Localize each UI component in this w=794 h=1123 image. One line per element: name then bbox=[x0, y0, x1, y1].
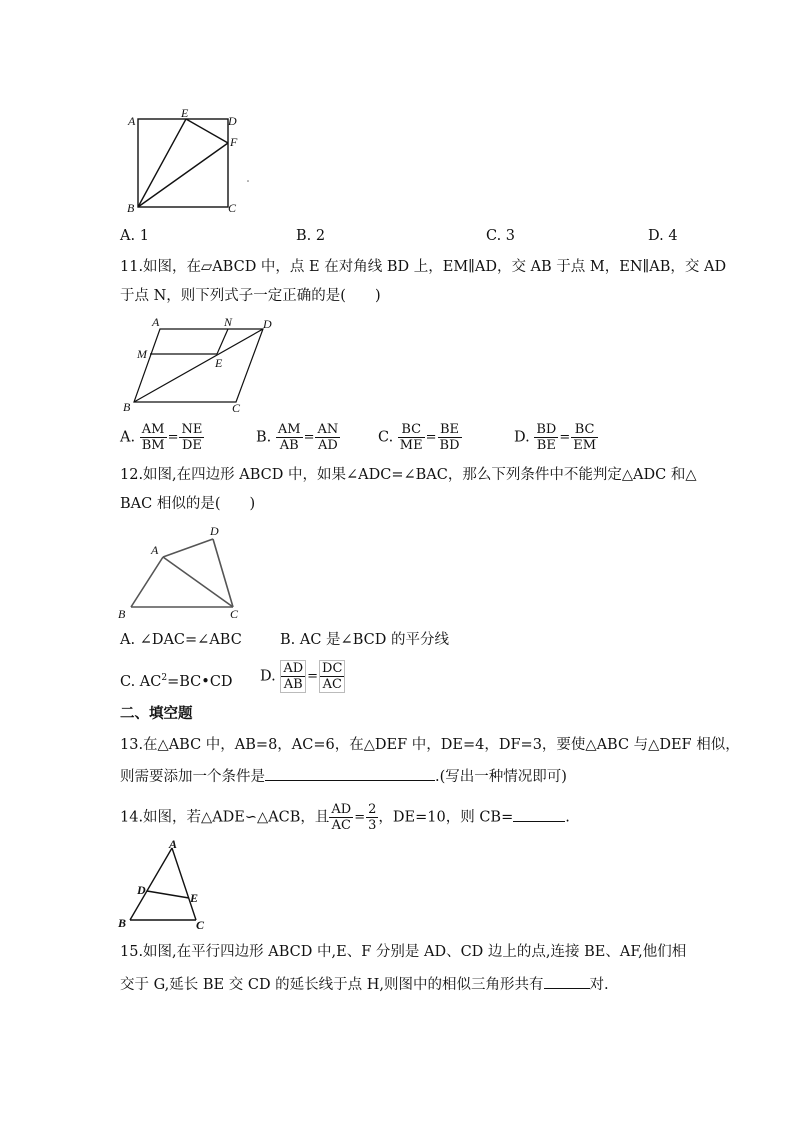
label-D: D bbox=[210, 524, 219, 538]
figure-parallelogram-abcd bbox=[118, 312, 283, 414]
fraction: $\frac{BC}{ME}$ bbox=[399, 422, 423, 453]
q11-option-d: D. $\frac{BD}{BE}$ = $\frac{BC}{EM}$ bbox=[514, 422, 597, 453]
answer-blank[interactable] bbox=[544, 973, 590, 989]
fraction: $\frac{AD}{AB}$ bbox=[280, 660, 306, 693]
label-N: N bbox=[224, 315, 233, 329]
figure-triangle-abc bbox=[112, 838, 212, 932]
q11-option-a: A. $\frac{AM}{BM}$ = $\frac{NE}{DE}$ bbox=[120, 422, 203, 453]
label-A: A bbox=[151, 543, 159, 557]
fraction: $\frac{2}{3}$ bbox=[368, 802, 377, 833]
fraction: $\frac{NE}{DE}$ bbox=[181, 422, 203, 453]
option-d: D. 4 bbox=[648, 228, 678, 244]
label-M: M bbox=[137, 347, 147, 361]
q12-option-a: A. ∠DAC=∠ABC bbox=[120, 632, 242, 648]
section-heading: 二、填空题 bbox=[120, 706, 193, 722]
question-13-line-1: 13.在△ABC 中，AB=8，AC=6，在△DEF 中，DE=4，DF=3，要使△ABC 与△DEF 相似， bbox=[120, 737, 740, 753]
label-A: A bbox=[128, 114, 136, 128]
figure-square-abcd bbox=[120, 105, 260, 217]
fraction: $\frac{AM}{AB}$ bbox=[277, 422, 301, 453]
question-13-line-2: 则需要添加一个条件是 .(写出一种情况即可) bbox=[120, 765, 567, 787]
option-a: A. 1 bbox=[120, 228, 149, 244]
label-C: C bbox=[228, 201, 237, 215]
label-A: A bbox=[169, 838, 178, 851]
fraction: $\frac{AM}{BM}$ bbox=[141, 422, 165, 453]
fraction: $\frac{BD}{BE}$ bbox=[536, 422, 557, 453]
q12-option-c: C. $AC^2=BC•CD$ bbox=[120, 673, 233, 690]
figure-quadrilateral-abcd bbox=[115, 522, 250, 620]
answer-blank[interactable] bbox=[513, 806, 565, 822]
label-C: C bbox=[232, 401, 241, 414]
q11-option-c: C. $\frac{BC}{ME}$ = $\frac{BE}{BD}$ bbox=[378, 422, 460, 453]
label-B: B bbox=[118, 607, 126, 620]
question-11-line-2: 于点 N，则下列式子一定正确的是( ) bbox=[120, 288, 381, 304]
option-c: C. 3 bbox=[486, 228, 516, 244]
question-12-line-2: BAC 相似的是( ) bbox=[120, 496, 256, 512]
label-B: B bbox=[123, 400, 131, 414]
label-E: E bbox=[190, 891, 199, 905]
answer-blank[interactable] bbox=[265, 765, 435, 781]
label-E: E bbox=[215, 356, 223, 370]
fraction: $\frac{AN}{AD}$ bbox=[317, 422, 339, 453]
fraction: $\frac{BE}{BD}$ bbox=[439, 422, 460, 453]
label-C: C bbox=[230, 607, 239, 620]
q12-option-b: B. AC 是∠BCD 的平分线 bbox=[280, 632, 449, 648]
label-C: C bbox=[196, 918, 205, 932]
label-D: D bbox=[228, 114, 237, 128]
fraction: $\frac{BC}{EM}$ bbox=[573, 422, 597, 453]
label-E: E bbox=[181, 106, 189, 120]
label-B: B bbox=[118, 916, 127, 930]
label-A: A bbox=[152, 315, 160, 329]
question-11-line-1: 11.如图，在▱ABCD 中，点 E 在对角线 BD 上，EM∥AD，交 AB 于点 M，EN∥AB，交 AD bbox=[120, 259, 727, 275]
q12-option-d: D. $\frac{AD}{AB}$ = $\frac{DC}{AC}$ bbox=[260, 660, 345, 693]
q11-option-b: B. $\frac{AM}{AB}$ = $\frac{AN}{AD}$ bbox=[256, 422, 339, 453]
label-F: F bbox=[230, 135, 238, 149]
option-b: B. 2 bbox=[296, 228, 326, 244]
question-15-line-2: 交于 G,延长 BE 交 CD 的延长线于点 H,则图中的相似三角形共有 对. bbox=[120, 973, 609, 995]
question-12-line-1: 12.如图,在四边形 ABCD 中，如果∠ADC=∠BAC，那么下列条件中不能判定△ADC 和△ bbox=[120, 467, 697, 483]
question-15-line-1: 15.如图,在平行四边形 ABCD 中,E、F 分别是 AD、CD 边上的点,连接 BE、AF,他们相 bbox=[120, 944, 687, 960]
label-D: D bbox=[137, 883, 146, 897]
fraction: $\frac{DC}{AC}$ bbox=[319, 660, 345, 693]
label-B: B bbox=[127, 201, 135, 215]
label-D: D bbox=[263, 317, 272, 331]
question-14: 14.如图，若△ADE∽△ACB，且 $\frac{AD}{AC}$ = $\frac{2}{3}$ ，DE=10，则 CB= . bbox=[120, 802, 570, 833]
fraction: $\frac{AD}{AC}$ bbox=[331, 802, 352, 833]
